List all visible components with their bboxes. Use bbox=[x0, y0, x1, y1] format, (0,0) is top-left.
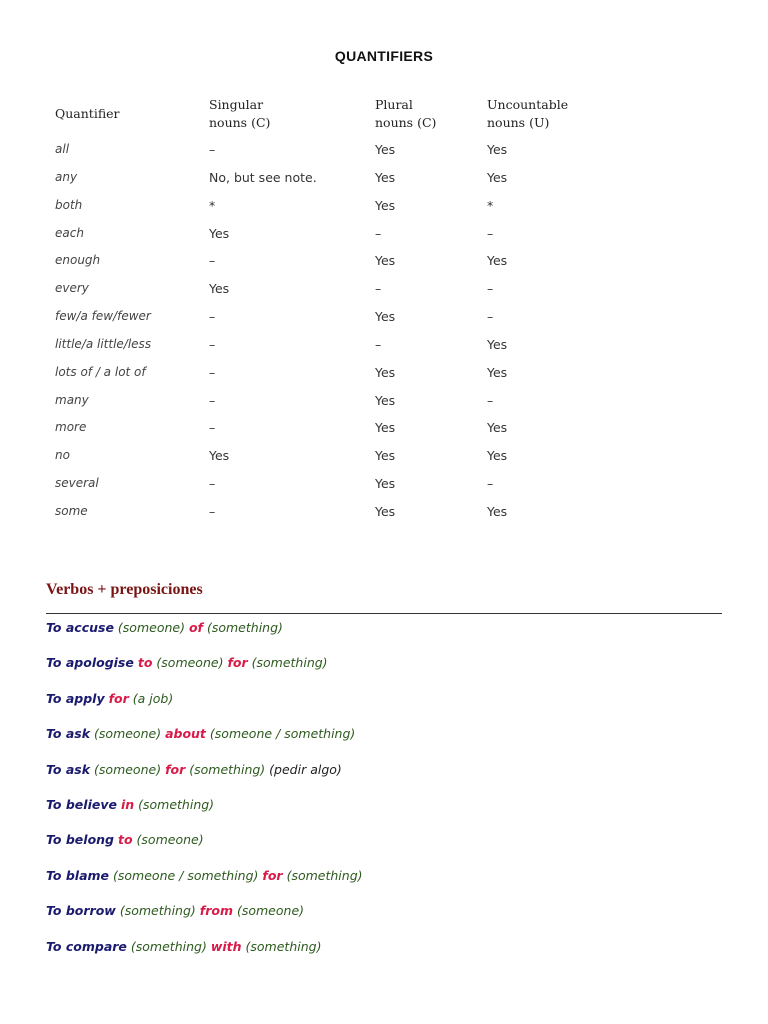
cell-singular: – bbox=[209, 392, 216, 408]
cell-plural: – bbox=[375, 281, 382, 297]
preposition-text: of bbox=[188, 620, 203, 635]
table-body bbox=[55, 140, 615, 530]
verb-text: To compare bbox=[46, 938, 127, 954]
table-row bbox=[55, 418, 615, 446]
verb-text: To ask bbox=[46, 761, 91, 777]
cell-singular: Yes bbox=[209, 281, 230, 297]
cell-quantifier: few/a few/fewer bbox=[55, 309, 151, 324]
table-row bbox=[55, 251, 615, 279]
cell-plural: Yes bbox=[375, 503, 396, 519]
cell-plural: Yes bbox=[375, 197, 396, 213]
cell-uncountable: – bbox=[487, 392, 494, 408]
preposition-text: to bbox=[137, 655, 153, 671]
preposition-text: in bbox=[120, 796, 135, 812]
cell-uncountable: – bbox=[487, 225, 494, 241]
header-quantifier: Quantifier bbox=[55, 106, 120, 121]
cell-uncountable: – bbox=[487, 309, 494, 325]
header-uncountable: Uncountable nouns (U) bbox=[487, 97, 569, 130]
verb-text: To believe bbox=[46, 796, 117, 812]
header-singular: Singular nouns (C) bbox=[209, 97, 271, 130]
header-plural: Plural nouns (C) bbox=[375, 97, 437, 130]
cell-plural: Yes bbox=[375, 309, 396, 325]
cell-uncountable: Yes bbox=[487, 253, 508, 269]
list-item bbox=[46, 655, 726, 690]
cell-plural: Yes bbox=[375, 392, 396, 408]
cell-quantifier: little/a little/less bbox=[55, 336, 152, 351]
table-row bbox=[55, 446, 615, 474]
cell-uncountable: Yes bbox=[487, 503, 508, 519]
table-row bbox=[55, 335, 615, 363]
object-text: (something) bbox=[138, 796, 215, 812]
verb-text: To apply bbox=[46, 690, 105, 706]
verb-text: To belong bbox=[46, 832, 114, 848]
list-item bbox=[46, 620, 726, 655]
quantifiers-table bbox=[55, 96, 615, 519]
table-row bbox=[55, 307, 615, 335]
object-text: (something) bbox=[251, 655, 328, 671]
cell-uncountable: Yes bbox=[487, 336, 508, 352]
section-divider bbox=[46, 613, 722, 614]
cell-singular: * bbox=[209, 197, 216, 213]
verb-text: To ask bbox=[46, 726, 91, 742]
cell-quantifier: no bbox=[55, 448, 70, 463]
table-row bbox=[55, 168, 615, 196]
page-title: QUANTIFIERS bbox=[334, 48, 434, 64]
table-row bbox=[55, 140, 615, 168]
cell-quantifier: any bbox=[55, 169, 78, 184]
table-row bbox=[55, 196, 615, 224]
cell-plural: – bbox=[375, 336, 382, 352]
cell-plural: Yes bbox=[375, 364, 396, 380]
cell-plural: Yes bbox=[375, 448, 396, 464]
cell-quantifier: every bbox=[55, 281, 89, 296]
object-text: (someone / something) bbox=[113, 867, 259, 883]
cell-plural: Yes bbox=[375, 169, 396, 185]
cell-plural: Yes bbox=[375, 420, 396, 436]
cell-quantifier: several bbox=[55, 476, 99, 491]
preposition-text: to bbox=[117, 832, 133, 848]
cell-uncountable: Yes bbox=[487, 142, 508, 157]
cell-uncountable: Yes bbox=[487, 420, 508, 436]
object-text: (something) bbox=[206, 620, 283, 635]
preposition-text: about bbox=[165, 726, 206, 742]
cell-singular: Yes bbox=[209, 448, 230, 464]
object-text: (someone) bbox=[117, 620, 185, 635]
verb-text: To apologise bbox=[46, 655, 134, 671]
preposition-text: from bbox=[199, 903, 233, 919]
cell-quantifier: enough bbox=[55, 253, 101, 268]
section-title: Verbos + preposiciones bbox=[46, 581, 203, 598]
table-row bbox=[55, 363, 615, 391]
object-text: (something) bbox=[245, 938, 322, 954]
verb-text: To blame bbox=[46, 867, 110, 883]
cell-singular: – bbox=[209, 142, 216, 157]
object-text: (someone) bbox=[94, 726, 162, 742]
cell-singular: – bbox=[209, 420, 216, 436]
table-header bbox=[55, 96, 615, 136]
cell-singular: – bbox=[209, 336, 216, 352]
object-text: (someone) bbox=[136, 832, 204, 848]
object-text: (a job) bbox=[132, 690, 174, 706]
cell-singular: – bbox=[209, 476, 216, 492]
cell-uncountable: Yes bbox=[487, 448, 508, 464]
table-row bbox=[55, 279, 615, 307]
object-text: (something) bbox=[189, 761, 266, 777]
preposition-text: for bbox=[227, 655, 248, 671]
cell-uncountable: Yes bbox=[487, 364, 508, 380]
cell-quantifier: many bbox=[55, 392, 89, 407]
cell-plural: Yes bbox=[375, 476, 396, 492]
cell-singular: – bbox=[209, 309, 216, 325]
list-item bbox=[46, 903, 726, 938]
preposition-text: with bbox=[210, 938, 242, 954]
list-item bbox=[46, 691, 726, 726]
table-row bbox=[55, 502, 615, 530]
cell-singular: – bbox=[209, 253, 216, 269]
cell-quantifier: both bbox=[55, 197, 83, 212]
object-text: (someone / something) bbox=[209, 726, 356, 742]
list-item bbox=[46, 939, 726, 974]
verb-preposition-list bbox=[46, 620, 726, 974]
cell-uncountable: – bbox=[487, 281, 494, 297]
list-item bbox=[46, 726, 726, 761]
cell-singular: – bbox=[209, 503, 216, 519]
table-row bbox=[55, 391, 615, 419]
table-row bbox=[55, 224, 615, 252]
object-text: (someone) bbox=[236, 903, 305, 919]
cell-plural: – bbox=[375, 225, 382, 241]
cell-uncountable: * bbox=[487, 197, 494, 213]
table-row bbox=[55, 474, 615, 502]
preposition-text: for bbox=[108, 690, 129, 706]
cell-quantifier: lots of / a lot of bbox=[55, 364, 146, 379]
list-item bbox=[46, 832, 726, 867]
cell-quantifier: some bbox=[55, 503, 88, 518]
object-text: (something) bbox=[286, 867, 363, 883]
preposition-text: for bbox=[165, 761, 186, 777]
list-item bbox=[46, 797, 726, 832]
list-item bbox=[46, 762, 726, 797]
object-text: (something) bbox=[119, 903, 196, 919]
cell-plural: Yes bbox=[375, 142, 396, 157]
gloss-text: (pedir algo) bbox=[269, 761, 342, 777]
cell-singular: No, but see note. bbox=[209, 169, 317, 185]
verb-text: To accuse bbox=[46, 620, 114, 635]
preposition-text: for bbox=[262, 867, 283, 883]
cell-quantifier: each bbox=[55, 225, 84, 240]
object-text: (someone) bbox=[94, 761, 162, 777]
cell-uncountable: Yes bbox=[487, 169, 508, 185]
cell-plural: Yes bbox=[375, 253, 396, 269]
cell-quantifier: more bbox=[55, 420, 87, 435]
cell-quantifier: all bbox=[55, 142, 70, 156]
cell-singular: Yes bbox=[209, 225, 230, 241]
verb-text: To borrow bbox=[46, 903, 116, 919]
cell-singular: – bbox=[209, 364, 216, 380]
object-text: (something) bbox=[130, 938, 207, 954]
object-text: (someone) bbox=[156, 655, 224, 671]
cell-uncountable: – bbox=[487, 476, 494, 492]
list-item bbox=[46, 868, 726, 903]
